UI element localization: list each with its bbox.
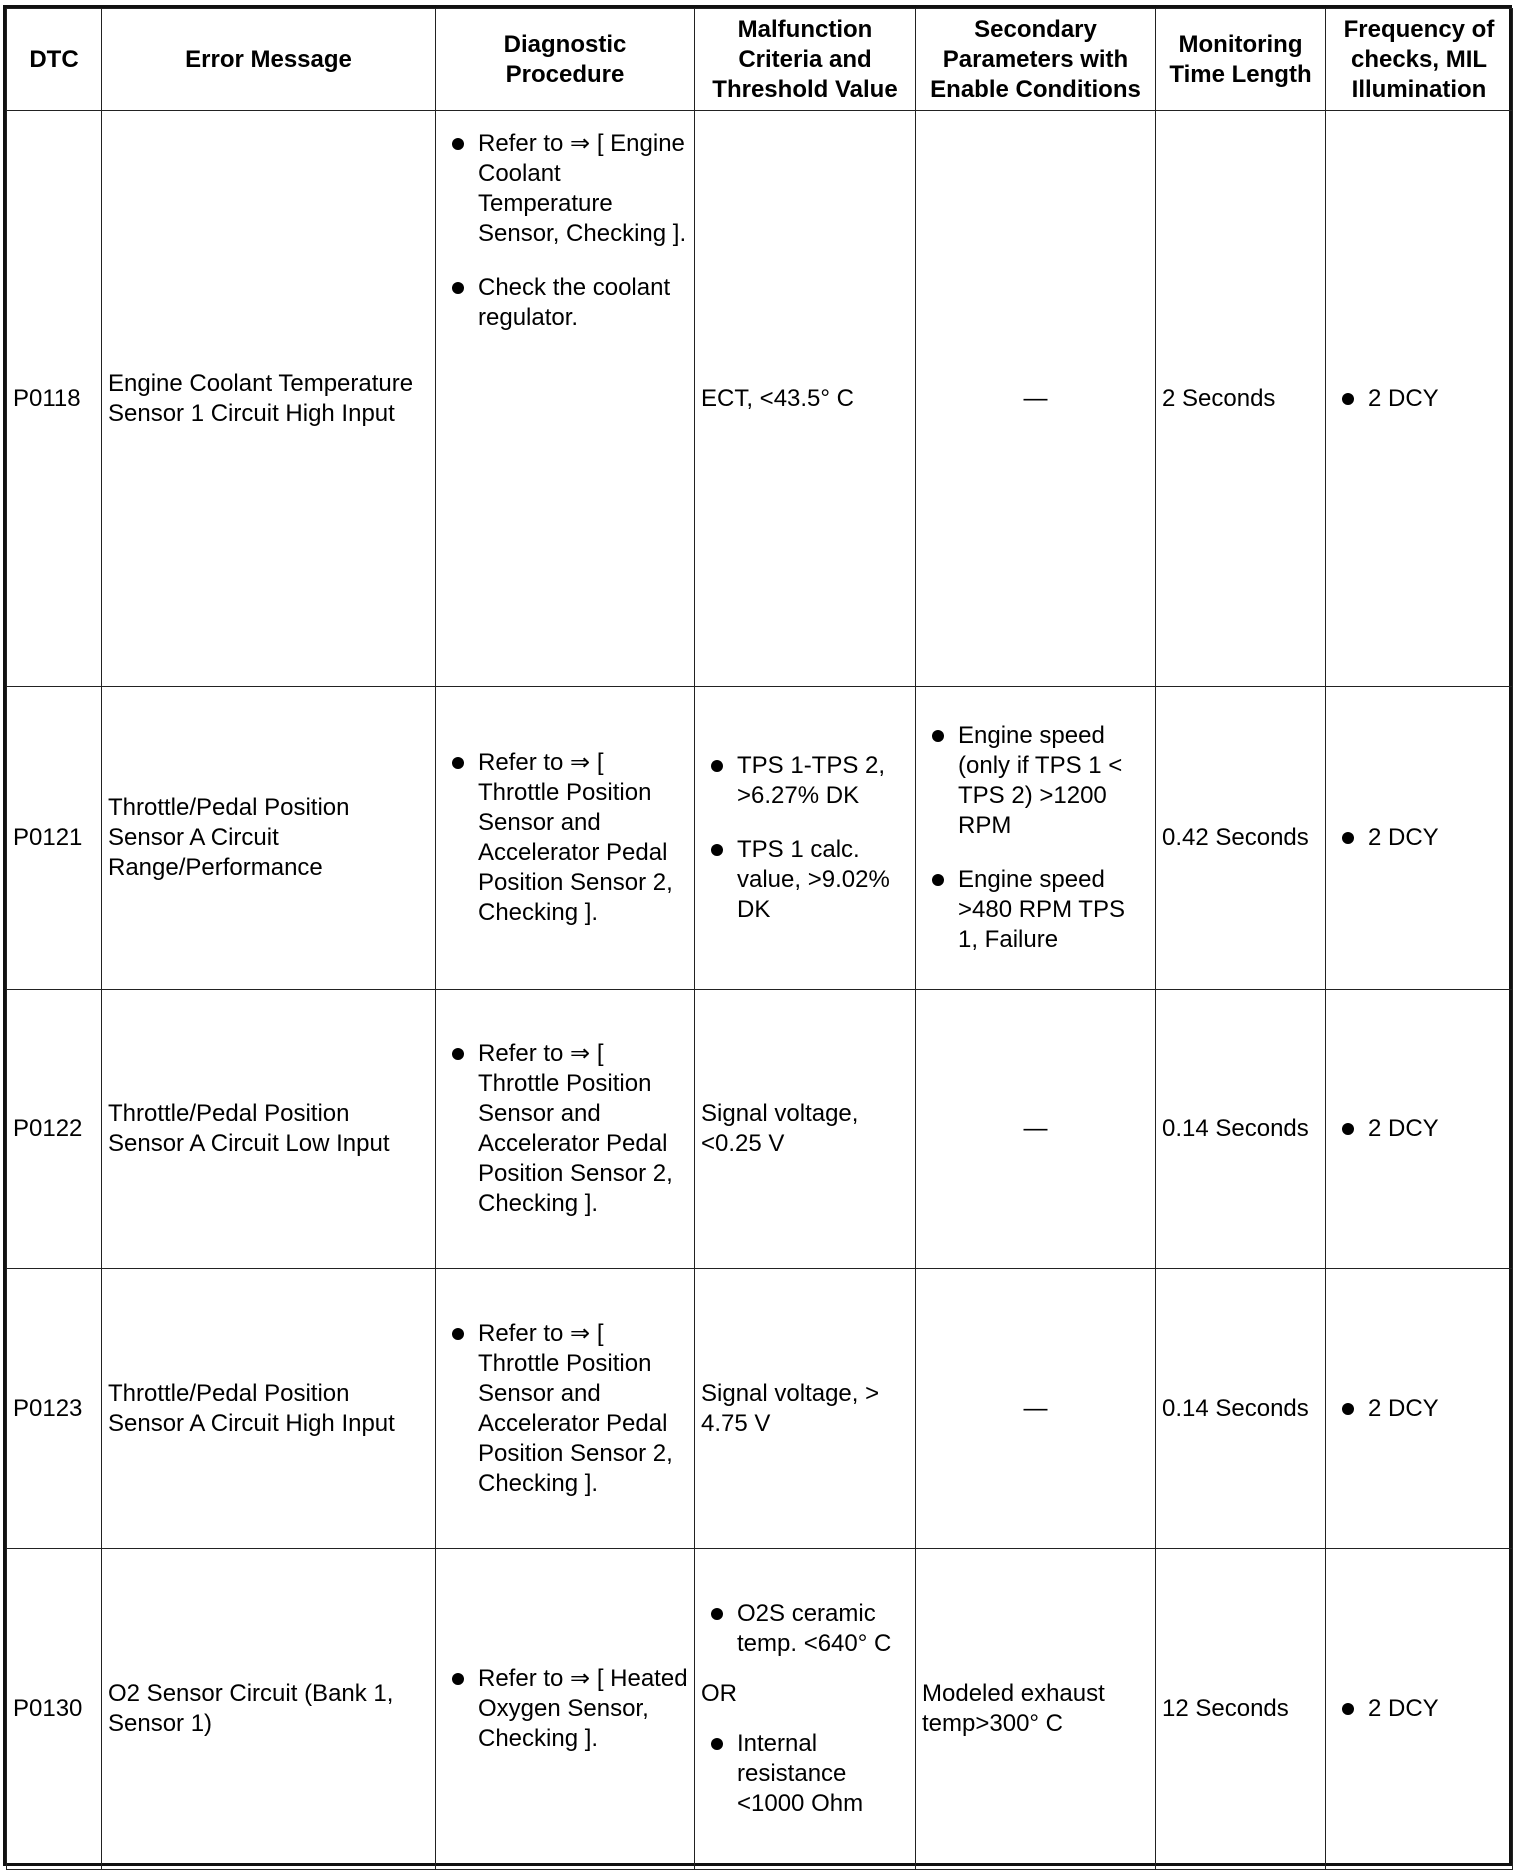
header-error-message: Error Message — [102, 9, 436, 111]
header-frequency: Frequency of checks, MIL Illumination — [1326, 9, 1513, 111]
criteria-item: TPS 1-TPS 2, >6.27% DK — [701, 751, 909, 811]
malfunction-criteria: Signal voltage, > 4.75 V — [695, 1269, 916, 1549]
secondary-parameters: — — [916, 990, 1156, 1269]
dtc-code: P0121 — [7, 687, 102, 990]
table-row — [7, 990, 1513, 1269]
diagnostic-procedure — [436, 687, 695, 990]
monitoring-time: 0.42 Seconds — [1156, 687, 1326, 990]
malfunction-criteria: Signal voltage, <0.25 V — [695, 990, 916, 1269]
malfunction-criteria — [695, 687, 916, 990]
diagnostic-procedure — [436, 990, 695, 1269]
criteria-item: Internal resistance <1000 Ohm — [701, 1729, 909, 1819]
dtc-code: P0118 — [7, 111, 102, 687]
procedure-item: Refer to ⇒ [ Throttle Position Sensor and Accelerator Pedal Position Sensor 2, Checking ]. — [442, 1319, 688, 1499]
diagnostic-procedure — [436, 111, 695, 687]
secondary-item: Engine speed (only if TPS 1 < TPS 2) >1200 RPM — [922, 721, 1149, 841]
header-row — [7, 9, 1513, 111]
dtc-code: P0123 — [7, 1269, 102, 1549]
malfunction-criteria: ECT, <43.5° C — [695, 111, 916, 687]
monitoring-time: 0.14 Seconds — [1156, 1269, 1326, 1549]
frequency-item: 2 DCY — [1332, 1394, 1506, 1424]
frequency-cell — [1326, 1269, 1513, 1549]
dtc-table — [6, 8, 1513, 1870]
secondary-item: Engine speed >480 RPM TPS 1, Failure — [922, 865, 1149, 955]
frequency-item: 2 DCY — [1332, 384, 1506, 414]
procedure-item: Check the coolant regulator. — [442, 273, 688, 333]
procedure-item: Refer to ⇒ [ Heated Oxygen Sensor, Checking ]. — [442, 1664, 688, 1754]
frequency-cell — [1326, 687, 1513, 990]
monitoring-time: 12 Seconds — [1156, 1549, 1326, 1870]
header-monitoring-time: Monitoring Time Length — [1156, 9, 1326, 111]
monitoring-time: 2 Seconds — [1156, 111, 1326, 687]
procedure-item: Refer to ⇒ [ Engine Coolant Temperature Sensor, Checking ]. — [442, 129, 688, 249]
dtc-table-frame — [3, 5, 1512, 1866]
header-diagnostic-procedure: Diagnostic Procedure — [436, 9, 695, 111]
monitoring-time: 0.14 Seconds — [1156, 990, 1326, 1269]
frequency-item: 2 DCY — [1332, 823, 1506, 853]
procedure-item: Refer to ⇒ [ Throttle Position Sensor and Accelerator Pedal Position Sensor 2, Checking ]. — [442, 1039, 688, 1219]
criteria-item: O2S ceramic temp. <640° C — [701, 1599, 909, 1659]
error-message: Throttle/Pedal Position Sensor A Circuit Range/Performance — [102, 687, 436, 990]
secondary-parameters: Modeled exhaust temp>300° C — [916, 1549, 1156, 1870]
table-row — [7, 687, 1513, 990]
frequency-cell — [1326, 1549, 1513, 1870]
header-dtc: DTC — [7, 9, 102, 111]
frequency-item: 2 DCY — [1332, 1694, 1506, 1724]
dtc-code: P0122 — [7, 990, 102, 1269]
table-row — [7, 1549, 1513, 1870]
header-secondary-parameters: Secondary Parameters with Enable Conditions — [916, 9, 1156, 111]
secondary-parameters: — — [916, 1269, 1156, 1549]
secondary-parameters — [916, 687, 1156, 990]
error-message: Throttle/Pedal Position Sensor A Circuit Low Input — [102, 990, 436, 1269]
table-row — [7, 1269, 1513, 1549]
secondary-parameters: — — [916, 111, 1156, 687]
error-message: Throttle/Pedal Position Sensor A Circuit High Input — [102, 1269, 436, 1549]
diagnostic-procedure — [436, 1269, 695, 1549]
table-row — [7, 111, 1513, 687]
header-malfunction-criteria: Malfunction Criteria and Threshold Value — [695, 9, 916, 111]
frequency-cell — [1326, 990, 1513, 1269]
malfunction-criteria — [695, 1549, 916, 1870]
frequency-cell — [1326, 111, 1513, 687]
criteria-or-separator: OR — [701, 1680, 737, 1707]
procedure-item: Refer to ⇒ [ Throttle Position Sensor and Accelerator Pedal Position Sensor 2, Checking ]. — [442, 748, 688, 928]
criteria-item: TPS 1 calc. value, >9.02% DK — [701, 835, 909, 925]
frequency-item: 2 DCY — [1332, 1114, 1506, 1144]
dtc-code: P0130 — [7, 1549, 102, 1870]
diagnostic-procedure — [436, 1549, 695, 1870]
error-message: O2 Sensor Circuit (Bank 1, Sensor 1) — [102, 1549, 436, 1870]
error-message: Engine Coolant Temperature Sensor 1 Circuit High Input — [102, 111, 436, 687]
